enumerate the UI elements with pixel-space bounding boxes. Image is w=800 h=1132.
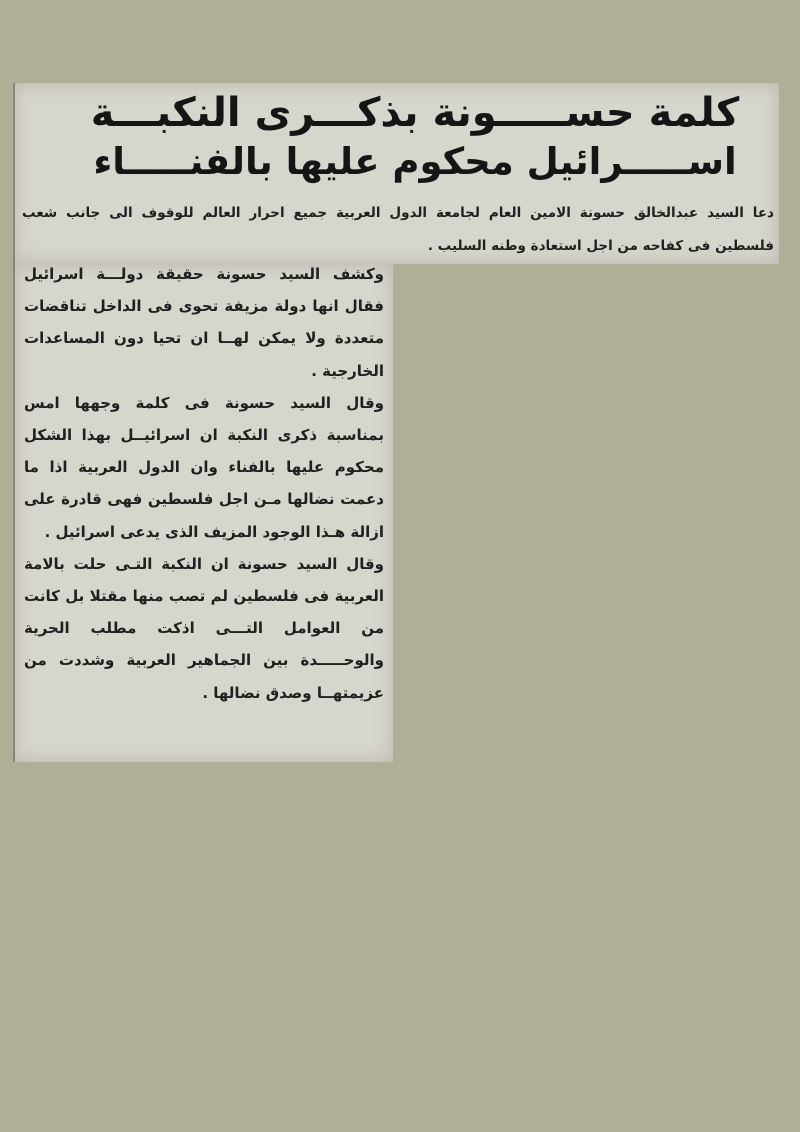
body-paragraph: وقال السيد حسونة ان النكبة التـى حلت بالامة العربية فى فلسطين لم تصب منها مقتلا بل كانت من العوامل التـــى اذكت مطلب الحرية والوحـــــدة بين الجماهير العربية وشددت من عزيمتهــا وصدق نضالها . (24, 554, 384, 702)
body-paragraph: وقال السيد حسونة فى كلمة وجهها امس بمناسبة ذكرى النكبة ان اسرائيــل بهذا الشكل محكوم عليها بالفناء وان الدول العربية اذا ما دعمت نضالها مـن اجل فلسطين فهى قادرة على ازالة هـذا الوجود المزيف الذى يدعى اسرائيل . (24, 393, 384, 541)
lead-paragraph: دعا السيد عبدالخالق حسونة الامين العام لجامعة الدول العربية جميع احرار العالم للوقوف الى جانب شعب فلسطين فى كفاحه من اجل استعادة وطنه السليب . (22, 205, 774, 254)
headline (70, 88, 760, 194)
headline-line-2: اســـــرائيل محكوم عليها بالفنـــــاء (93, 140, 737, 183)
article-body (24, 258, 384, 709)
clipping-left-edge (13, 83, 15, 762)
body-paragraph: وكشف السيد حسونة حقيقة دولـــة اسرائيل فقال انها دولة مزيفة تحوى فى الداخل تناقضات متعددة ولا يمكن لهــا ان تحيا دون المساعدات الخارجية . (24, 265, 384, 380)
headline-line-1: كلمة حســـــونة بذكـــرى النكبـــة (90, 90, 740, 136)
